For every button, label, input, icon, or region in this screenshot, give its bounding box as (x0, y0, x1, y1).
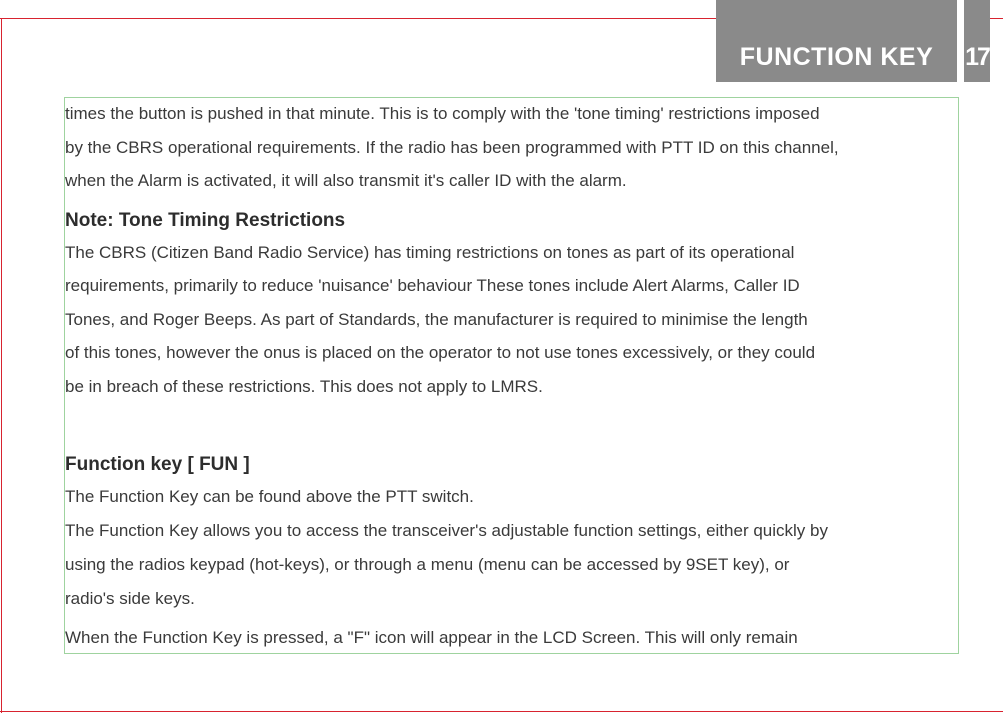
body-line: requirements, primarily to reduce 'nuisance' behaviour These tones include Alert Alarms, Caller ID (65, 276, 800, 295)
body-line: The Function Key can be found above the PTT switch. (65, 487, 474, 506)
note-heading: Note: Tone Timing Restrictions (65, 209, 346, 231)
page-body (65, 97, 985, 655)
body-line: be in breach of these restrictions. This does not apply to LMRS. (65, 376, 543, 396)
body-line: The Function Key allows you to access the transceiver's adjustable function settings, either quickly by (65, 521, 828, 540)
page-number: 17 (965, 43, 989, 71)
section-header-tab (716, 0, 957, 82)
body-line: The CBRS (Citizen Band Radio Service) has timing restrictions on tones as part of its operational (65, 242, 795, 262)
body-line: when the Alarm is activated, it will also transmit it's caller ID with the alarm. (65, 171, 627, 190)
body-line: by the CBRS operational requirements. If the radio has been programmed with PTT ID on this channel, (65, 137, 839, 157)
body-line: using the radios keypad (hot-keys), or through a menu (menu can be accessed by 9SET key), or (65, 555, 790, 574)
section-title: FUNCTION KEY (739, 43, 934, 71)
body-line: radio's side keys. (65, 589, 195, 608)
bottom-trim-line (0, 711, 1003, 712)
body-line: When the Function Key is pressed, a "F" icon will appear in the LCD Screen. This will only remain (65, 628, 798, 647)
left-trim-line (1, 18, 2, 713)
top-trim-line-right (990, 18, 1003, 19)
page-number-tab (964, 0, 990, 82)
body-line: times the button is pushed in that minute. This is to comply with the 'tone timing' restrictions imposed (65, 104, 820, 123)
body-line: Tones, and Roger Beeps. As part of Standards, the manufacturer is required to minimise the length (65, 309, 808, 329)
function-heading: Function key [ FUN ] (65, 454, 250, 475)
top-trim-line (0, 18, 716, 19)
body-line: of this tones, however the onus is placed on the operator to not use tones excessively, or they could (65, 343, 816, 362)
